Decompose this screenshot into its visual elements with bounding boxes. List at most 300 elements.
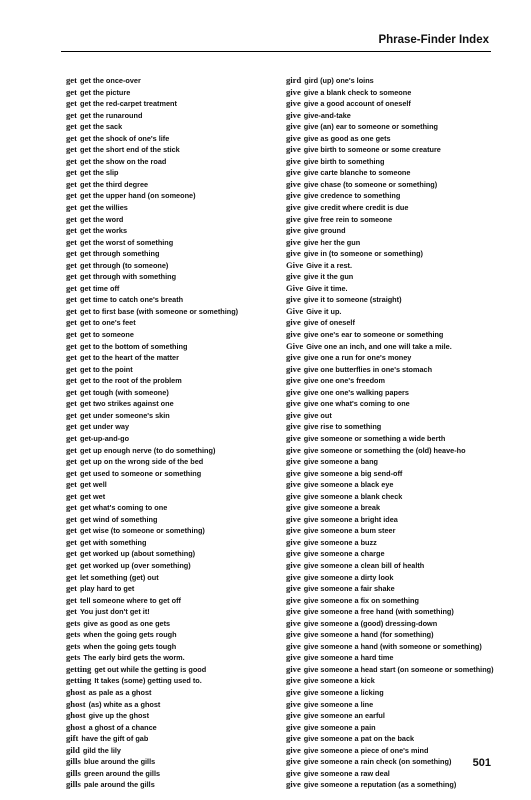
entry-phrase: give birth to someone or some creature (303, 145, 441, 155)
entry-phrase: give someone a charge (303, 549, 385, 559)
index-entry (66, 167, 276, 179)
entry-headword: give (286, 386, 301, 397)
index-entry (66, 260, 276, 272)
entry-headword: get (66, 144, 77, 155)
entry-headword: get (66, 548, 77, 559)
entry-headword: get (66, 75, 77, 85)
entry-headword: get (66, 86, 77, 97)
entry-phrase: have the gift of gab (81, 734, 149, 744)
entry-headword: get (66, 202, 77, 213)
entry-headword: get (66, 167, 77, 178)
entry-headword: give (286, 167, 301, 178)
entry-headword: ghost (66, 698, 86, 709)
entry-phrase: get time to catch one's breath (79, 295, 184, 305)
index-entry (66, 745, 276, 757)
entry-phrase: get time off (79, 283, 120, 293)
entry-headword: gills (66, 756, 81, 767)
index-entry (66, 214, 276, 226)
entry-phrase: when the going gets tough (83, 641, 177, 651)
entry-headword: get (66, 340, 77, 351)
index-entry (66, 664, 276, 676)
entry-phrase: Give one an inch, and one will take a mile. (306, 341, 452, 351)
entry-headword: give (286, 617, 301, 628)
entry-headword: give (286, 98, 301, 109)
index-entry (286, 710, 501, 722)
index-entry (286, 75, 501, 87)
entry-headword: gets (66, 652, 81, 663)
index-entry (286, 502, 501, 514)
entry-phrase: gird (up) one's loins (304, 76, 374, 85)
entry-headword: give (286, 629, 301, 640)
entry-phrase: get used to someone or something (79, 468, 202, 478)
index-entry (286, 537, 501, 549)
index-entry (286, 352, 501, 364)
entry-phrase: give someone a pain (303, 722, 376, 732)
entry-phrase: give someone a rain check (on something) (303, 757, 452, 767)
entry-headword: get (66, 98, 77, 109)
entry-headword: get (66, 155, 77, 166)
entry-phrase: give a good account of oneself (303, 99, 411, 109)
entry-headword: give (286, 248, 301, 259)
entry-phrase: give one one's freedom (303, 376, 386, 386)
entry-headword: get (66, 583, 77, 594)
entry-headword: give (286, 767, 301, 778)
entry-phrase: get the short end of the stick (79, 145, 180, 155)
entry-headword: give (286, 144, 301, 155)
index-entry (66, 398, 276, 410)
index-entry (66, 121, 276, 133)
index-entry (286, 317, 501, 329)
entry-headword: get (66, 305, 77, 316)
index-entry (66, 87, 276, 99)
entry-phrase: get the willies (79, 203, 128, 213)
entry-phrase: green around the gills (83, 768, 161, 778)
entry-phrase: give someone a licking (303, 687, 384, 697)
entry-phrase: a ghost of a chance (88, 722, 157, 732)
index-entry (286, 98, 501, 110)
entry-phrase: get the runaround (79, 110, 143, 120)
entry-headword: give (286, 444, 301, 455)
entry-phrase: give someone a hand (with someone or something) (303, 641, 482, 651)
index-entry (66, 479, 276, 491)
index-entry (66, 352, 276, 364)
index-entry (66, 294, 276, 306)
entry-phrase: give up the ghost (88, 711, 149, 721)
entry-headword: give (286, 225, 301, 236)
index-entry (286, 398, 501, 410)
index-entry (286, 225, 501, 237)
entry-headword: get (66, 363, 77, 374)
index-entry (286, 572, 501, 584)
entry-phrase: play hard to get (79, 584, 135, 594)
entry-phrase: get what's coming to one (79, 503, 168, 513)
entry-headword: get (66, 121, 77, 132)
index-entry (66, 317, 276, 329)
entry-phrase: get with something (79, 537, 147, 547)
entry-headword: ghost (66, 710, 86, 721)
entry-phrase: give someone a free hand (with something) (303, 607, 454, 617)
entry-headword: get (66, 525, 77, 536)
entry-phrase: give someone a reputation (as a something) (303, 780, 457, 790)
entry-headword: give (286, 363, 301, 374)
entry-phrase: give someone a big send-off (303, 468, 403, 478)
entry-headword: give (286, 409, 301, 420)
entry-phrase: give someone a raw deal (303, 768, 390, 778)
index-entry (66, 618, 276, 630)
entry-phrase: give someone a break (303, 503, 381, 513)
index-entry (66, 606, 276, 618)
entry-headword: give (286, 513, 301, 524)
entry-headword: Give (286, 282, 304, 293)
entry-phrase: get to the point (79, 364, 133, 374)
index-entry (286, 433, 501, 445)
entry-phrase: It takes (some) getting used to. (94, 676, 202, 686)
entry-headword: getting (66, 663, 92, 674)
entry-headword: gills (66, 767, 81, 778)
index-entry (286, 167, 501, 179)
index-entry (66, 652, 276, 664)
index-entry (286, 133, 501, 145)
entry-headword: get (66, 479, 77, 490)
entry-phrase: give someone or something the (old) heave-ho (303, 445, 466, 455)
index-entry (286, 271, 501, 283)
index-entry (286, 675, 501, 687)
entry-headword: get (66, 282, 77, 293)
entry-headword: give (286, 698, 301, 709)
entry-headword: give (286, 536, 301, 547)
index-entry (286, 548, 501, 560)
entry-phrase: give birth to something (303, 156, 385, 166)
entry-phrase: as pale as a ghost (88, 687, 152, 697)
index-entry (66, 410, 276, 422)
index-entry (66, 456, 276, 468)
index-entry (286, 364, 501, 376)
entry-headword: ghost (66, 721, 86, 732)
entry-headword: get (66, 178, 77, 189)
entry-phrase: give someone a (good) dressing-down (303, 618, 438, 628)
index-entry (66, 699, 276, 711)
entry-phrase: get wise (to someone or something) (79, 526, 205, 536)
entry-headword: give (286, 559, 301, 570)
entry-phrase: get through with something (79, 272, 177, 282)
index-entry (286, 745, 501, 757)
entry-phrase: give someone a blank check (303, 491, 403, 501)
entry-phrase: get worked up (about something) (79, 549, 196, 559)
index-entry (66, 306, 276, 318)
entry-phrase: give chase (to someone or something) (303, 179, 438, 189)
entry-headword: get (66, 329, 77, 340)
index-entry (66, 156, 276, 168)
index-entry (286, 87, 501, 99)
entry-headword: Give (286, 259, 304, 270)
entry-headword: give (286, 294, 301, 305)
entry-headword: get (66, 294, 77, 305)
entry-phrase: get the upper hand (on someone) (79, 191, 196, 201)
index-entry (66, 733, 276, 745)
entry-phrase: give (an) ear to someone or something (303, 122, 439, 132)
entry-phrase: pale around the gills (83, 780, 155, 790)
entry-phrase: give credence to something (303, 191, 401, 201)
index-entry (66, 560, 276, 572)
index-entry (286, 525, 501, 537)
entry-headword: get (66, 409, 77, 420)
entry-headword: give (286, 155, 301, 166)
entry-headword: gets (66, 617, 81, 628)
index-entry (286, 641, 501, 653)
entry-headword: give (286, 640, 301, 651)
index-entry (66, 514, 276, 526)
entry-phrase: get the slip (79, 168, 119, 178)
entry-phrase: give carte blanche to someone (303, 168, 411, 178)
entry-phrase: blue around the gills (83, 757, 156, 767)
entry-phrase: give rise to something (303, 422, 382, 432)
entry-headword: get (66, 432, 77, 443)
index-entry (66, 595, 276, 607)
entry-headword: get (66, 444, 77, 455)
entry-phrase: give someone a clean bill of health (303, 560, 425, 570)
entry-headword: give (286, 375, 301, 386)
entry-phrase: Give it up. (306, 306, 342, 316)
entry-headword: get (66, 213, 77, 224)
entry-headword: gild (66, 744, 80, 755)
index-entry (286, 722, 501, 734)
entry-headword: get (66, 398, 77, 409)
entry-headword: give (286, 502, 301, 513)
entry-phrase: get up on the wrong side of the bed (79, 457, 204, 467)
entry-headword: give (286, 467, 301, 478)
index-entry (66, 179, 276, 191)
index-entry (286, 514, 501, 526)
index-entry (66, 421, 276, 433)
entry-headword: give (286, 652, 301, 663)
entry-headword: getting (66, 675, 92, 686)
entry-phrase: get under way (79, 422, 130, 432)
entry-phrase: give someone a bang (303, 457, 379, 467)
index-entry (286, 768, 501, 780)
entry-phrase: give in (to someone or something) (303, 249, 423, 259)
entry-phrase: give-and-take (303, 110, 351, 120)
entry-phrase: give someone a line (303, 699, 374, 709)
entry-phrase: give one a run for one's money (303, 353, 412, 363)
entry-headword: give (286, 744, 301, 755)
entry-phrase: get the works (79, 226, 128, 236)
index-entry (66, 329, 276, 341)
index-entry (66, 375, 276, 387)
entry-phrase: get the shock of one's life (79, 133, 170, 143)
entry-headword: give (286, 317, 301, 328)
index-entry (286, 387, 501, 399)
entry-headword: give (286, 190, 301, 201)
entry-phrase: give one what's coming to one (303, 399, 410, 409)
entry-phrase: get the third degree (79, 179, 149, 189)
entry-phrase: give free rein to someone (303, 214, 393, 224)
index-entry (286, 421, 501, 433)
entry-phrase: give someone a hand (for something) (303, 630, 434, 640)
index-entry (66, 225, 276, 237)
entry-phrase: get two strikes against one (79, 399, 174, 409)
entry-phrase: give someone an earful (303, 711, 385, 721)
entry-phrase: You just don't get it! (79, 607, 150, 617)
index-entry (66, 271, 276, 283)
entry-phrase: give someone a bum steer (303, 526, 396, 536)
entry-headword: get (66, 571, 77, 582)
index-entry (66, 341, 276, 353)
entry-phrase: give someone a fair shake (303, 584, 395, 594)
index-entry (286, 144, 501, 156)
index-entry (286, 456, 501, 468)
entry-phrase: get well (79, 480, 107, 490)
entry-headword: gets (66, 629, 81, 640)
index-entry (286, 652, 501, 664)
entry-phrase: get to the bottom of something (79, 341, 188, 351)
entry-phrase: give as good as one gets (303, 133, 391, 143)
entry-headword: get (66, 502, 77, 513)
entry-headword: get (66, 490, 77, 501)
entry-phrase: give someone or something a wide berth (303, 433, 446, 443)
index-entry (286, 214, 501, 226)
entry-phrase: give someone a piece of one's mind (303, 745, 429, 755)
entry-headword: give (286, 490, 301, 501)
entry-phrase: give someone a black eye (303, 480, 394, 490)
entry-headword: give (286, 132, 301, 143)
index-entry (66, 779, 276, 791)
entry-phrase: give someone a fix on something (303, 595, 419, 605)
entry-phrase: when the going gets rough (83, 630, 177, 640)
index-entry (286, 479, 501, 491)
index-entry (286, 560, 501, 572)
index-entry (66, 572, 276, 584)
entry-phrase: (as) white as a ghost (88, 699, 161, 709)
entry-headword: get (66, 317, 77, 328)
index-entry (66, 722, 276, 734)
entry-headword: give (286, 109, 301, 120)
entry-phrase: get wet (79, 491, 106, 501)
entry-phrase: get through something (79, 249, 160, 259)
entry-phrase: give someone a pat on the back (303, 734, 415, 744)
entry-headword: get (66, 513, 77, 524)
index-entry (286, 294, 501, 306)
entry-phrase: give credit where credit is due (303, 203, 409, 213)
index-entry (286, 329, 501, 341)
entry-phrase: get the worst of something (79, 237, 174, 247)
entry-headword: give (286, 710, 301, 721)
entry-headword: get (66, 248, 77, 259)
index-entry (286, 756, 501, 768)
index-entry (286, 306, 501, 318)
index-entry (286, 260, 501, 272)
index-entry (66, 525, 276, 537)
entry-headword: ghost (66, 686, 86, 697)
entry-phrase: get to the root of the problem (79, 376, 182, 386)
entry-headword: give (286, 86, 301, 97)
index-entry (286, 341, 501, 353)
entry-phrase: get-up-and-go (79, 433, 130, 443)
index-entry (66, 537, 276, 549)
entry-phrase: tell someone where to get off (79, 595, 181, 605)
entry-headword: get (66, 594, 77, 605)
entry-phrase: The early bird gets the worm. (83, 653, 185, 663)
entry-phrase: get to first base (with someone or something) (79, 306, 239, 316)
entry-headword: get (66, 467, 77, 478)
entry-phrase: get to the heart of the matter (79, 353, 179, 363)
index-entry (286, 445, 501, 457)
entry-phrase: give someone a hard time (303, 653, 394, 663)
entry-headword: give (286, 606, 301, 617)
entry-headword: give (286, 178, 301, 189)
entry-phrase: give someone a dirty look (303, 572, 394, 582)
index-column-left (66, 75, 276, 791)
entry-headword: get (66, 352, 77, 363)
entry-headword: give (286, 202, 301, 213)
entry-headword: Give (286, 340, 304, 351)
entry-phrase: get up enough nerve (to do something) (79, 445, 216, 455)
entry-headword: give (286, 121, 301, 132)
index-entry (66, 237, 276, 249)
entry-headword: give (286, 432, 301, 443)
index-entry (286, 468, 501, 480)
entry-phrase: get the red-carpet treatment (79, 99, 177, 109)
index-entry (286, 375, 501, 387)
entry-phrase: give out (303, 410, 332, 420)
index-entry (66, 675, 276, 687)
entry-headword: get (66, 190, 77, 201)
entry-headword: get (66, 236, 77, 247)
index-entry (286, 237, 501, 249)
entry-headword: get (66, 421, 77, 432)
index-entry (286, 733, 501, 745)
entry-headword: give (286, 421, 301, 432)
entry-phrase: get wind of something (79, 514, 158, 524)
entry-phrase: give one's ear to someone or something (303, 330, 444, 340)
entry-headword: get (66, 271, 77, 282)
entry-headword: gird (286, 75, 302, 85)
entry-phrase: let something (get) out (79, 572, 159, 582)
entry-headword: give (286, 479, 301, 490)
index-entry (66, 548, 276, 560)
entry-headword: give (286, 329, 301, 340)
entry-phrase: Give it time. (306, 283, 348, 293)
index-entry (66, 583, 276, 595)
index-entry (286, 110, 501, 122)
entry-phrase: get the picture (79, 87, 131, 97)
entry-headword: give (286, 456, 301, 467)
index-entry (66, 710, 276, 722)
entry-headword: give (286, 779, 301, 790)
entry-phrase: get to someone (79, 330, 134, 340)
entry-phrase: get the word (79, 214, 124, 224)
entry-phrase: get worked up (over something) (79, 560, 191, 570)
index-entry (66, 190, 276, 202)
index-entry (66, 283, 276, 295)
entry-headword: give (286, 675, 301, 686)
entry-headword: give (286, 525, 301, 536)
running-header: Phrase-Finder Index (378, 34, 489, 46)
entry-phrase: give someone a bright idea (303, 514, 398, 524)
entry-headword: give (286, 398, 301, 409)
index-entry (66, 98, 276, 110)
entry-headword: give (286, 686, 301, 697)
entry-phrase: get tough (with someone) (79, 387, 169, 397)
entry-headword: give (286, 352, 301, 363)
entry-headword: give (286, 756, 301, 767)
entry-phrase: give someone a buzz (303, 537, 377, 547)
entry-headword: get (66, 109, 77, 120)
index-entry (66, 133, 276, 145)
index-entry (66, 502, 276, 514)
entry-headword: give (286, 571, 301, 582)
index-entry (286, 629, 501, 641)
index-entry (66, 756, 276, 768)
